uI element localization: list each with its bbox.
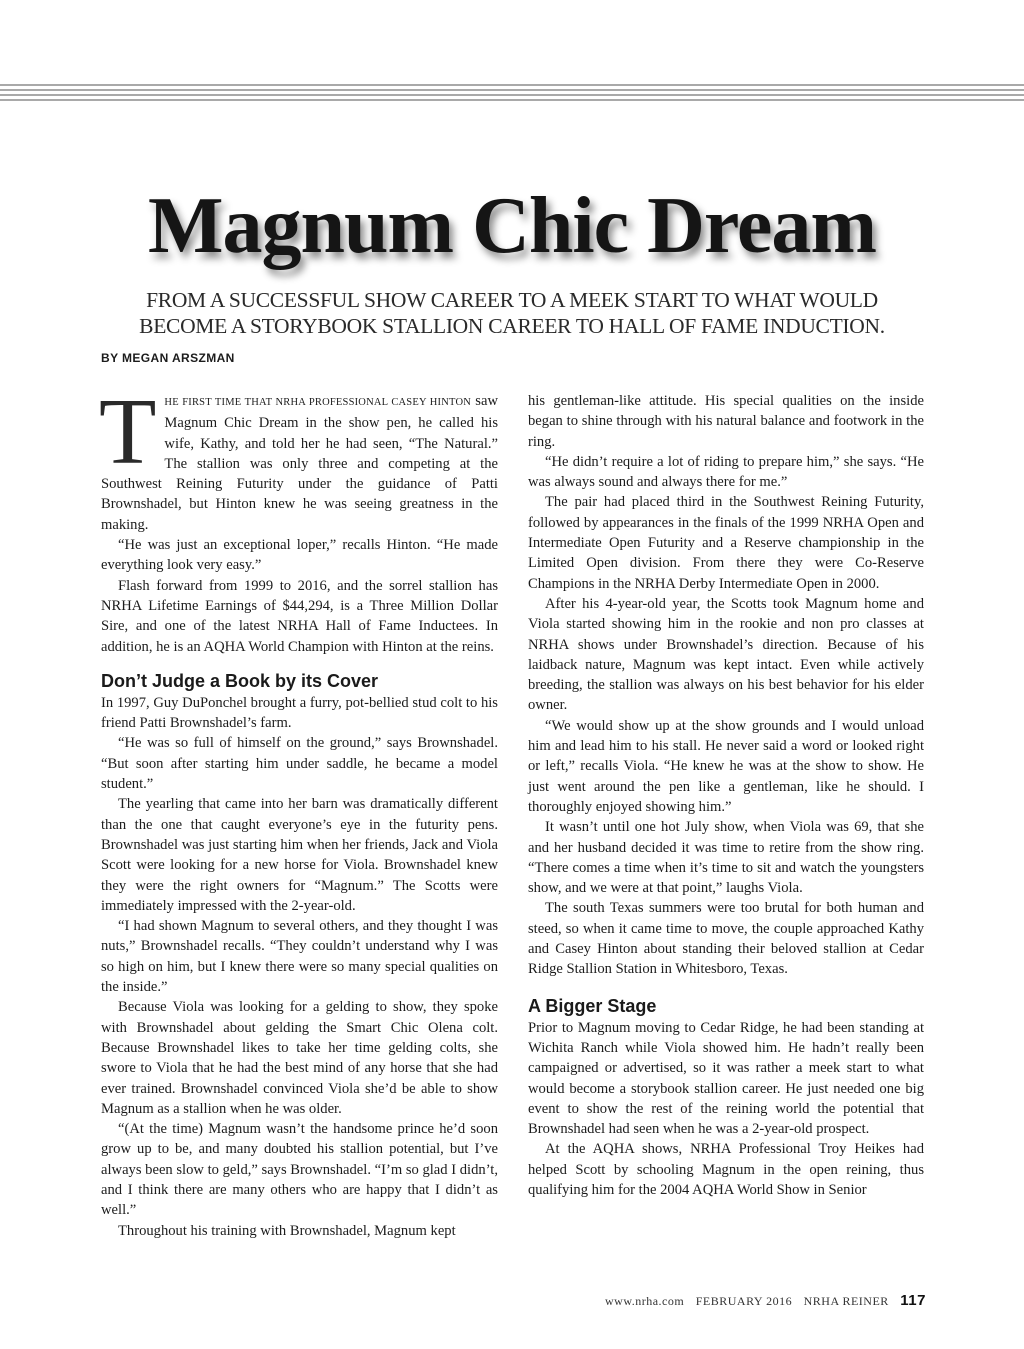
paragraph: The pair had placed third in the Southwest Reining Futurity, followed by appearances in the finals of the 1999 NRHA Open and Intermediate Open Futurity and a Reserve championship in the Limited Open division. From there they were Co-Reserve Champions in the NRHA Derby Intermediate Open in 2000.	[528, 494, 924, 592]
lead-paragraph	[99, 380, 498, 535]
paragraph: At the AQHA shows, NRHA Professional Troy Heikes had helped Scott by schooling Magnum in the open reining, thus qualifying him for the 2004 AQHA World Show in Senior	[528, 1141, 924, 1198]
lead-in: HE FIRST TIME THAT NRHA PROFESSIONAL CASEY HINTON	[164, 397, 472, 408]
header-rule	[0, 89, 1024, 91]
article-title: Magnum Chic Dream	[147, 182, 877, 270]
paragraph: Flash forward from 1999 to 2016, and the sorrel stallion has NRHA Lifetime Earnings of $44,294, is a Three Million Dollar Sire, and one of the latest NRHA Hall of Fame Inductees. In addition, he is an AQHA World Champion with Hinton at the reins.	[101, 577, 498, 655]
paragraph: After his 4-year-old year, the Scotts took Magnum home and Viola started showing him in the rookie and non pro classes at NRHA shows under Brownshadel’s direction. Because of his laidback nature, Magnum was kept intact. Even while actively breeding, the stallion was always on his best behavior for his elder owner.	[528, 595, 924, 714]
left-column	[99, 380, 498, 1241]
paragraph: his gentleman-like attitude. His special qualities on the inside began to shine through with his natural balance and footwork in the ring.	[528, 393, 924, 450]
page-footer	[597, 1292, 926, 1309]
paragraph: Throughout his training with Brownshadel, Magnum kept	[118, 1222, 456, 1239]
paragraph: In 1997, Guy DuPonchel brought a furry, pot-bellied stud colt to his friend Patti Brownshadel’s farm.	[101, 694, 498, 732]
deck-line: FROM A SUCCESSFUL SHOW CAREER TO A MEEK START TO WHAT WOULD	[146, 288, 878, 312]
paragraph: Prior to Magnum moving to Cedar Ridge, he had been standing at Wichita Ranch while Viola showed him. He hadn’t really been campaigned or advertised, so it was rather a meek start to what would become a storybook stallion career. He just needed one big event to show the rest of the reining world the potential that Brownshadel had seen when he was a 2-year-old prospect.	[528, 1019, 924, 1138]
drop-cap: T	[99, 380, 157, 484]
paragraph: The south Texas summers were too brutal for both human and steed, so when it came time to move, the couple approached Kathy and Casey Hinton about standing their beloved stallion at Cedar Ridge Stallion Station in Whitesboro, Texas.	[528, 900, 924, 978]
footer-url: www.nrha.com	[605, 1294, 685, 1308]
paragraph: “He was just an exceptional loper,” recalls Hinton. “He made everything look very easy.”	[101, 537, 498, 574]
paragraph: “I had shown Magnum to several others, and they thought I was nuts,” Brownshadel recalls. “They couldn’t understand why I was so high on him, but I knew there were so many special qualities on the inside.”	[101, 918, 498, 996]
paragraph: It wasn’t until one hot July show, when Viola was 69, that she and her husband decided it was time to retire from the show ring. “There comes a time when it’s time to sit and watch the youngsters show, and we were at that point,” laughs Viola.	[528, 819, 924, 897]
paragraph-text: saw Magnum Chic Dream in the show pen, he called his wife, Kathy, and told her he had seen, “The Natural.” The stallion was only three and competing at the Southwest Reining Futurity under the guidance of Patti Brownshadel, but Hinton knew he was seeing greatness in the making.	[101, 393, 498, 533]
header-rule	[0, 99, 1024, 101]
footer-issue: FEBRUARY 2016	[695, 1294, 793, 1308]
header-rule	[0, 94, 1024, 96]
deck-line: BECOME A STORYBOOK STALLION CAREER TO HALL OF FAME INDUCTION.	[139, 314, 885, 338]
page-number: 117	[900, 1292, 926, 1309]
section-heading: Don’t Judge a Book by its Cover	[101, 670, 379, 691]
section-heading: A Bigger Stage	[528, 995, 657, 1016]
paragraph: “He was so full of himself on the ground,” says Brownshadel. “But soon after starting him under saddle, he became a model student.”	[101, 735, 498, 793]
paragraph: Because Viola was looking for a gelding to show, they spoke with Brownshadel about gelding the Smart Chic Olena colt. Because Brownshadel likes to take her time gelding colts, she swore to Viola that he had the best mind of any horse that she had ever trained. Brownshadel convinced Viola she’d be able to show Magnum as a stallion when he was older.	[101, 999, 498, 1117]
paragraph: “(At the time) Magnum wasn’t the handsome prince he’d soon grow up to be, and many doubted his stallion potential, but I’ve always been slow to geld,” says Brownshadel. “I’m so glad I didn’t, and I think there are many others who are happy that I didn’t as well.”	[101, 1121, 498, 1219]
paragraph: The yearling that came into her barn was dramatically different than the one that caught everyone’s eye in the futurity pens. Brownshadel was just starting him when her friends, Jack and Viola Scott were looking for a new horse for Viola. Brownshadel knew they were the right owners for “Magnum.” The Scotts were immediately impressed with the 2-year-old.	[101, 796, 498, 914]
footer-magazine: NRHA REINER	[803, 1294, 889, 1308]
header-rule	[0, 84, 1024, 86]
paragraph: “He didn’t require a lot of riding to prepare him,” she says. “He was always sound and always there for me.”	[528, 453, 924, 491]
paragraph: “We would show up at the show grounds and I would unload him and lead him to his stall. He never said a word or looked right or left,” recalls Viola. “He knew he was at the show to show. He just went around the pen like a gentleman, like he should. I thoroughly enjoyed showing him.”	[528, 717, 924, 815]
byline: BY MEGAN ARSZMAN	[101, 351, 235, 365]
right-column	[528, 391, 924, 1200]
